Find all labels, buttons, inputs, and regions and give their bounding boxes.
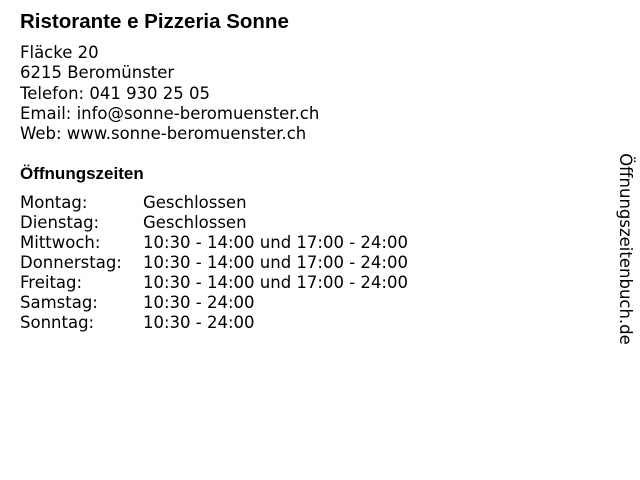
- day-label: Samstag:: [20, 293, 98, 312]
- hours-value: 10:30 - 14:00 und 17:00 - 24:00: [143, 273, 408, 292]
- opening-hours-heading: Öffnungszeiten: [20, 164, 144, 183]
- day-label: Donnerstag:: [20, 253, 122, 272]
- hours-value: Geschlossen: [143, 193, 247, 212]
- business-name: Ristorante e Pizzeria Sonne: [20, 10, 289, 33]
- hours-value: Geschlossen: [143, 213, 247, 232]
- hours-value: 10:30 - 24:00: [143, 313, 255, 332]
- street-address: Fläcke 20: [20, 43, 99, 62]
- day-label: Sonntag:: [20, 313, 95, 332]
- email-address: Email: info@sonne-beromuenster.ch: [20, 103, 320, 123]
- website-address: Web: www.sonne-beromuenster.ch: [20, 124, 307, 144]
- hours-value: 10:30 - 24:00: [143, 293, 255, 312]
- day-label: Freitag:: [20, 273, 83, 292]
- hours-value: 10:30 - 14:00 und 17:00 - 24:00: [143, 253, 408, 272]
- vertical-watermark: [612, 136, 638, 362]
- day-label: Montag:: [20, 193, 88, 212]
- day-label: Dienstag:: [20, 213, 100, 232]
- day-label: Mittwoch:: [20, 233, 101, 252]
- hours-value: 10:30 - 14:00 und 17:00 - 24:00: [143, 233, 408, 252]
- watermark-text: Öffnungszeitenbuch.de: [616, 153, 635, 345]
- business-address-block: [20, 43, 319, 144]
- city-postal-code: 6215 Beromünster: [20, 63, 175, 83]
- phone-number: Telefon: 041 930 25 05: [20, 83, 211, 103]
